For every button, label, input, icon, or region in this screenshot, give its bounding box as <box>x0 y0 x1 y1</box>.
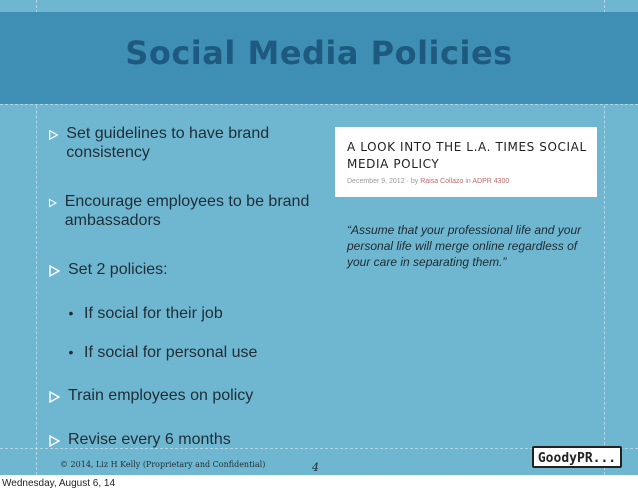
article-clipping <box>335 127 597 197</box>
article-headline: A LOOK INTO THE L.A. TIMES SOCIAL MEDIA POLICY <box>347 140 587 171</box>
bullet-text: Encourage employees to be brand ambassadors <box>64 193 310 229</box>
slide-title: Social Media Policies <box>125 34 513 72</box>
bullet-text: Revise every 6 months <box>68 431 231 448</box>
stitch-line <box>0 104 638 105</box>
bullet-item <box>48 124 316 162</box>
bullet-item <box>48 430 231 449</box>
footer-date: Wednesday, August 6, 14 <box>2 478 116 489</box>
article-by-label: by <box>410 178 419 185</box>
page-number: 4 <box>312 461 319 474</box>
triangle-bullet-icon <box>48 391 60 403</box>
bullet-text: Set guidelines to have brand consistency <box>66 125 270 161</box>
bullet-text: Set 2 policies: <box>68 261 168 278</box>
article-date: December 9, 2012 <box>347 178 405 185</box>
bullet-item <box>48 192 316 230</box>
triangle-bullet-icon <box>48 265 60 277</box>
sub-bullet-item <box>64 343 257 362</box>
triangle-bullet-icon <box>48 129 58 141</box>
bullet-item <box>48 386 253 405</box>
copyright-text: © 2014, Liz H Kelly (Proprietary and Confidential) <box>60 460 266 469</box>
article-author: Raisa Collazo <box>420 178 464 185</box>
policy-quote: “Assume that your professional life and your personal life will merge online regardless of your care in separating them.” <box>347 223 582 269</box>
article-in-label: in <box>465 178 471 185</box>
sub-bullet-text: If social for personal use <box>84 344 258 361</box>
goodypr-logo: GoodyPR... <box>532 446 622 468</box>
triangle-bullet-icon <box>48 435 60 447</box>
bullet-text: Train employees on policy <box>68 387 254 404</box>
sub-bullet-item <box>64 304 223 323</box>
bullet-item <box>48 260 168 279</box>
article-category: ADPR 4300 <box>472 178 510 185</box>
dot-bullet-icon: • <box>68 305 74 321</box>
article-meta: December 9, 2012 · by Raisa Collazo in ADPR 4300 <box>347 178 510 185</box>
sub-bullet-text: If social for their job <box>84 305 223 322</box>
triangle-bullet-icon <box>48 197 57 209</box>
dot-bullet-icon: • <box>68 344 74 360</box>
